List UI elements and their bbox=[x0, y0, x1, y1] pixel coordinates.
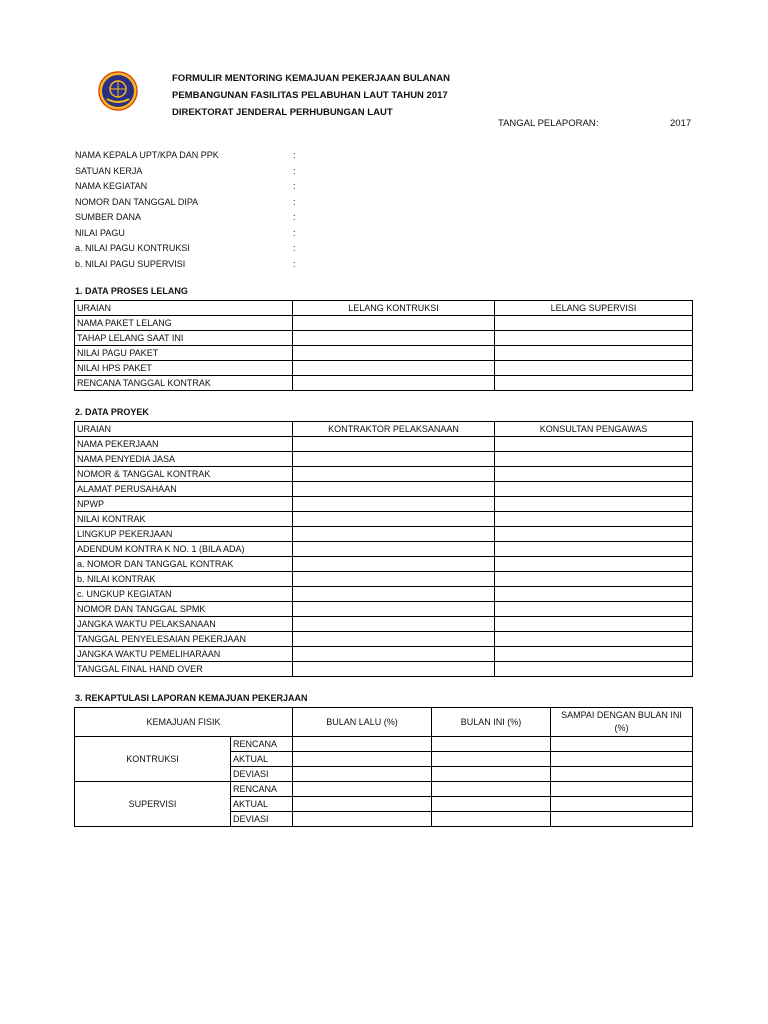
value-cell[interactable] bbox=[293, 632, 495, 647]
header-cell: KONTRAKTOR PELAKSANAAN bbox=[293, 422, 495, 437]
header-cell: KEMAJUAN FISIK bbox=[75, 708, 293, 737]
value-cell[interactable] bbox=[495, 497, 693, 512]
value-cell[interactable] bbox=[293, 376, 495, 391]
table-row bbox=[75, 452, 693, 467]
value-cell[interactable] bbox=[432, 767, 551, 782]
table-row bbox=[75, 316, 693, 331]
value-cell[interactable] bbox=[293, 797, 432, 812]
project-data-table bbox=[74, 421, 693, 677]
value-cell[interactable] bbox=[293, 527, 495, 542]
ministry-emblem-icon bbox=[97, 70, 139, 112]
row-label: NILAI KONTRAK bbox=[75, 512, 293, 527]
value-cell[interactable] bbox=[495, 542, 693, 557]
group-cell: KONTRUKSI bbox=[75, 737, 231, 782]
value-cell[interactable] bbox=[551, 752, 693, 767]
value-cell[interactable] bbox=[551, 812, 693, 827]
value-cell[interactable] bbox=[495, 376, 693, 391]
header-cell: BULAN INI (%) bbox=[432, 708, 551, 737]
header-cell: KONSULTAN PENGAWAS bbox=[495, 422, 693, 437]
row-label: ALAMAT PERUSAHAAN bbox=[75, 482, 293, 497]
value-cell[interactable] bbox=[293, 452, 495, 467]
table-row bbox=[75, 602, 693, 617]
value-cell[interactable] bbox=[293, 437, 495, 452]
value-cell[interactable] bbox=[495, 512, 693, 527]
value-cell[interactable] bbox=[495, 557, 693, 572]
value-cell[interactable] bbox=[432, 782, 551, 797]
info-row bbox=[75, 257, 375, 273]
section-1-title: 1. DATA PROSES LELANG bbox=[75, 286, 188, 296]
value-cell[interactable] bbox=[495, 647, 693, 662]
table-row bbox=[75, 512, 693, 527]
header-line-2: PEMBANGUNAN FASILITAS PELABUHAN LAUT TAHUN 2017 bbox=[172, 90, 448, 101]
value-cell[interactable] bbox=[495, 602, 693, 617]
info-label: NOMOR DAN TANGGAL DIPA bbox=[75, 196, 199, 207]
info-row bbox=[75, 148, 375, 164]
value-cell[interactable] bbox=[293, 617, 495, 632]
header-cell: LELANG SUPERVISI bbox=[495, 301, 693, 316]
table-row bbox=[75, 782, 693, 797]
row-label: a. NOMOR DAN TANGGAL KONTRAK bbox=[75, 557, 293, 572]
row-label: RENCANA bbox=[231, 782, 293, 797]
value-cell[interactable] bbox=[551, 767, 693, 782]
table-row bbox=[75, 542, 693, 557]
header-cell: BULAN LALU (%) bbox=[293, 708, 432, 737]
info-colon: : bbox=[293, 181, 296, 191]
value-cell[interactable] bbox=[432, 737, 551, 752]
row-label: DEVIASI bbox=[231, 812, 293, 827]
info-label: NAMA KEGIATAN bbox=[75, 181, 148, 191]
reporting-date-colon: : bbox=[596, 118, 599, 129]
info-block bbox=[75, 148, 375, 272]
value-cell[interactable] bbox=[495, 632, 693, 647]
info-colon: : bbox=[293, 150, 296, 160]
value-cell[interactable] bbox=[432, 797, 551, 812]
table-row bbox=[75, 376, 693, 391]
table-header-row bbox=[75, 708, 693, 737]
value-cell[interactable] bbox=[293, 752, 432, 767]
info-row bbox=[75, 164, 375, 180]
value-cell[interactable] bbox=[293, 331, 495, 346]
info-label: NAMA KEPALA UPT/KPA DAN PPK bbox=[75, 150, 219, 160]
value-cell[interactable] bbox=[551, 797, 693, 812]
table-row bbox=[75, 361, 693, 376]
row-label: c. UNGKUP KEGIATAN bbox=[75, 587, 293, 602]
row-label: JANGKA WAKTU PELAKSANAAN bbox=[75, 617, 293, 632]
value-cell[interactable] bbox=[293, 482, 495, 497]
value-cell[interactable] bbox=[495, 572, 693, 587]
row-label: b. NILAI KONTRAK bbox=[75, 572, 293, 587]
table-row bbox=[75, 331, 693, 346]
value-cell[interactable] bbox=[293, 542, 495, 557]
document-header bbox=[172, 70, 450, 121]
info-colon: : bbox=[293, 243, 296, 253]
value-cell[interactable] bbox=[432, 752, 551, 767]
value-cell[interactable] bbox=[495, 331, 693, 346]
table-row bbox=[75, 737, 693, 752]
value-cell[interactable] bbox=[293, 782, 432, 797]
value-cell[interactable] bbox=[293, 346, 495, 361]
info-row bbox=[75, 195, 375, 211]
table-row bbox=[75, 527, 693, 542]
info-label: NILAI PAGU bbox=[75, 227, 125, 238]
table-header-row bbox=[75, 422, 693, 437]
row-label: NAMA PENYEDIA JASA bbox=[75, 452, 293, 467]
value-cell[interactable] bbox=[293, 497, 495, 512]
table-row bbox=[75, 437, 693, 452]
header-cell: URAIAN bbox=[75, 301, 293, 316]
info-label: SATUAN KERJA bbox=[75, 165, 143, 176]
table-row bbox=[75, 482, 693, 497]
header-cell: URAIAN bbox=[75, 422, 293, 437]
info-row bbox=[75, 179, 375, 195]
value-cell[interactable] bbox=[495, 527, 693, 542]
row-label: DEVIASI bbox=[231, 767, 293, 782]
header-cell: SAMPAI DENGAN BULAN INI (%) bbox=[551, 708, 693, 737]
tender-process-table bbox=[74, 300, 693, 391]
info-label: SUMBER DANA bbox=[75, 212, 142, 222]
info-colon: : bbox=[293, 165, 296, 176]
value-cell[interactable] bbox=[495, 467, 693, 482]
row-label: NAMA PEKERJAAN bbox=[75, 437, 293, 452]
value-cell[interactable] bbox=[293, 737, 432, 752]
table-row bbox=[75, 617, 693, 632]
table-row bbox=[75, 572, 693, 587]
table-row bbox=[75, 647, 693, 662]
value-cell[interactable] bbox=[293, 647, 495, 662]
progress-recap-table bbox=[74, 707, 693, 827]
value-cell[interactable] bbox=[495, 437, 693, 452]
value-cell[interactable] bbox=[293, 512, 495, 527]
row-label: ADENDUM KONTRA K NO. 1 (BILA ADA) bbox=[75, 542, 293, 557]
info-label: a. NILAI PAGU KONTRUKSI bbox=[75, 243, 190, 253]
value-cell[interactable] bbox=[495, 587, 693, 602]
row-label: LINGKUP PEKERJAAN bbox=[75, 527, 293, 542]
row-label: TAHAP LELANG SAAT INI bbox=[75, 331, 293, 346]
row-label: NILAI HPS PAKET bbox=[75, 361, 293, 376]
value-cell[interactable] bbox=[495, 662, 693, 677]
info-colon: : bbox=[293, 258, 296, 269]
value-cell[interactable] bbox=[495, 361, 693, 376]
row-label: TANGGAL FINAL HAND OVER bbox=[75, 662, 293, 677]
value-cell[interactable] bbox=[293, 662, 495, 677]
reporting-date-year: 2017 bbox=[670, 118, 692, 129]
row-label: NOMOR DAN TANGGAL SPMK bbox=[75, 602, 293, 617]
value-cell[interactable] bbox=[432, 812, 551, 827]
value-cell[interactable] bbox=[495, 482, 693, 497]
reporting-date-label: TANGAL PELAPORAN bbox=[498, 118, 596, 129]
header-line-3: DIREKTORAT JENDERAL PERHUBUNGAN LAUT bbox=[172, 107, 393, 118]
info-row bbox=[75, 210, 375, 226]
info-row bbox=[75, 226, 375, 242]
value-cell[interactable] bbox=[293, 572, 495, 587]
info-colon: : bbox=[293, 227, 296, 238]
value-cell[interactable] bbox=[551, 782, 693, 797]
row-label: NILAI PAGU PAKET bbox=[75, 346, 293, 361]
row-label: TANGGAL PENYELESAIAN PEKERJAAN bbox=[75, 632, 293, 647]
row-label: AKTUAL bbox=[231, 797, 293, 812]
info-label: b. NILAI PAGU SUPERVISI bbox=[75, 258, 186, 269]
header-line-1: FORMULIR MENTORING KEMAJUAN PEKERJAAN BULANAN bbox=[172, 73, 450, 84]
value-cell[interactable] bbox=[293, 767, 432, 782]
row-label: JANGKA WAKTU PEMELIHARAAN bbox=[75, 647, 293, 662]
value-cell[interactable] bbox=[293, 316, 495, 331]
row-label: AKTUAL bbox=[231, 752, 293, 767]
value-cell[interactable] bbox=[293, 812, 432, 827]
value-cell[interactable] bbox=[293, 467, 495, 482]
value-cell[interactable] bbox=[495, 346, 693, 361]
value-cell[interactable] bbox=[551, 737, 693, 752]
row-label: RENCANA TANGGAL KONTRAK bbox=[75, 376, 293, 391]
info-colon: : bbox=[293, 196, 296, 207]
group-cell: SUPERVISI bbox=[75, 782, 231, 827]
row-label: NPWP bbox=[75, 497, 293, 512]
table-row bbox=[75, 632, 693, 647]
value-cell[interactable] bbox=[495, 452, 693, 467]
table-row bbox=[75, 467, 693, 482]
info-row bbox=[75, 241, 375, 257]
info-colon: : bbox=[293, 212, 296, 222]
table-row bbox=[75, 587, 693, 602]
table-header-row bbox=[75, 301, 693, 316]
table-row bbox=[75, 346, 693, 361]
section-2-title: 2. DATA PROYEK bbox=[75, 407, 149, 417]
value-cell[interactable] bbox=[293, 587, 495, 602]
header-cell: LELANG KONTRUKSI bbox=[293, 301, 495, 316]
row-label: RENCANA bbox=[231, 737, 293, 752]
value-cell[interactable] bbox=[293, 557, 495, 572]
table-row bbox=[75, 662, 693, 677]
value-cell[interactable] bbox=[495, 617, 693, 632]
table-row bbox=[75, 497, 693, 512]
section-3-title: 3. REKAPTULASI LAPORAN KEMAJUAN PEKERJAAN bbox=[75, 693, 308, 703]
value-cell[interactable] bbox=[293, 361, 495, 376]
value-cell[interactable] bbox=[495, 316, 693, 331]
row-label: NAMA PAKET LELANG bbox=[75, 316, 293, 331]
value-cell[interactable] bbox=[293, 602, 495, 617]
row-label: NOMOR & TANGGAL KONTRAK bbox=[75, 467, 293, 482]
table-row bbox=[75, 557, 693, 572]
